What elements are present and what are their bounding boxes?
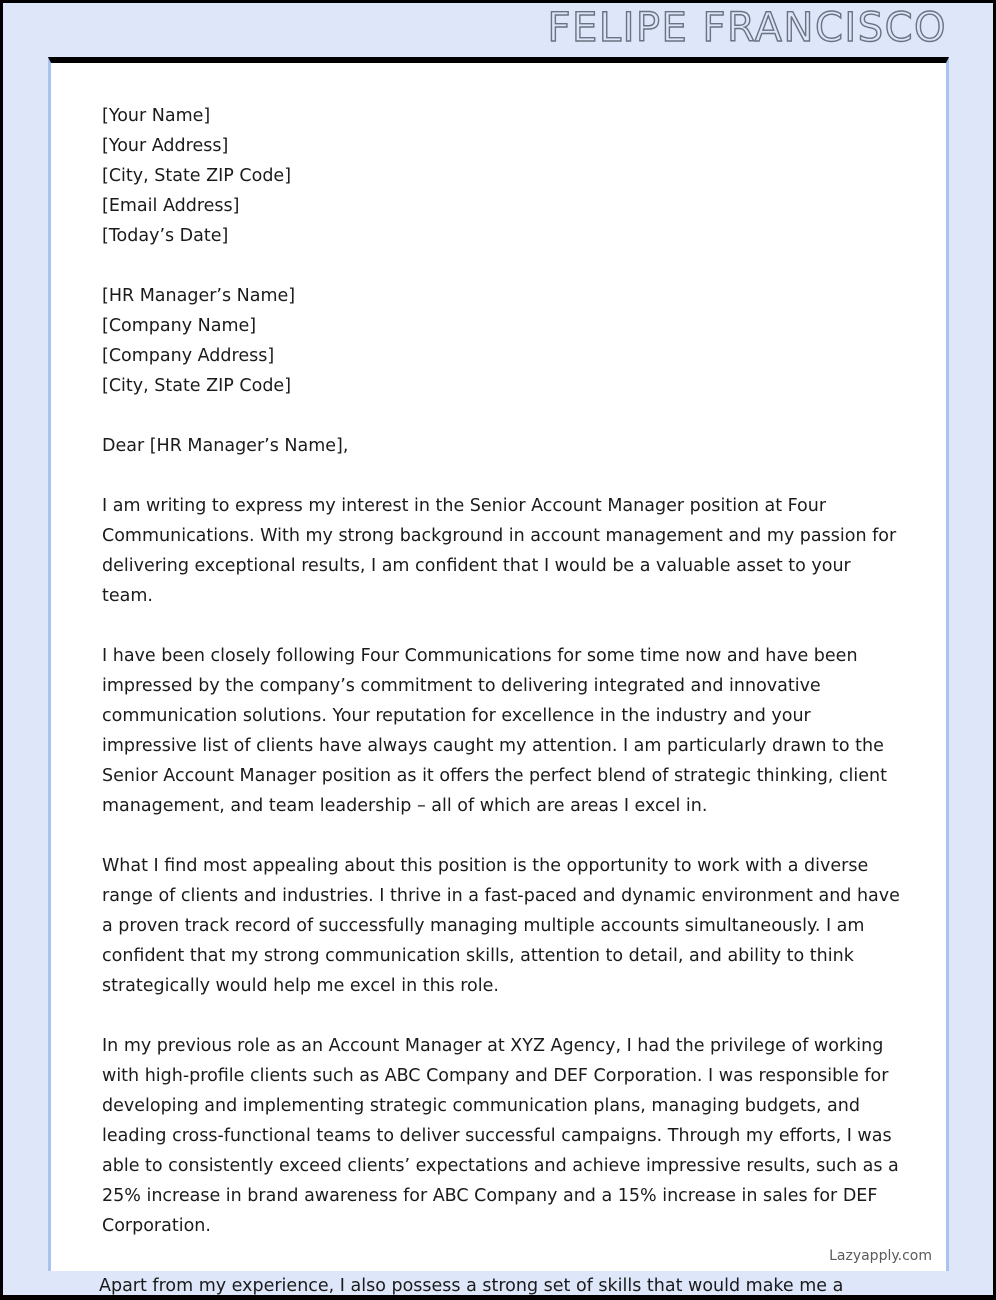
letterhead-name: FELIPE FRANCISCO <box>547 5 947 51</box>
body-paragraph-1: I am writing to express my interest in the Senior Account Manager position at Four Communications. With my strong background in account management and my passion for delivering exceptional results, I am confident that I would be a valuable asset to your team. <box>102 496 897 606</box>
recipient-line-company: [Company Name] <box>102 316 257 336</box>
next-page-first-line: Apart from my experience, I also possess a strong set of skills that would make me a <box>99 1276 844 1296</box>
salutation: Dear [HR Manager’s Name], <box>102 436 349 456</box>
sender-line-date: [Today’s Date] <box>102 226 229 246</box>
letterhead-banner <box>3 3 993 57</box>
watermark-lazyapply: Lazyapply.com <box>829 1248 932 1264</box>
sender-line-city: [City, State ZIP Code] <box>102 166 292 186</box>
sender-line-email: [Email Address] <box>102 196 240 216</box>
sender-line-name: [Your Name] <box>102 106 211 126</box>
recipient-line-manager: [HR Manager’s Name] <box>102 286 296 306</box>
sender-line-address: [Your Address] <box>102 136 229 156</box>
body-paragraph-3: What I find most appealing about this position is the opportunity to work with a diverse range of clients and industries. I thrive in a fast-paced and dynamic environment and have a proven track record of successfully managing multiple accounts simultaneously. I am confident that my strong communication skills, attention to detail, and ability to think strategically would help me excel in this role. <box>102 856 900 996</box>
sender-address-block <box>102 101 902 251</box>
body-paragraph-4: In my previous role as an Account Manager at XYZ Agency, I had the privilege of working with high-profile clients such as ABC Company and DEF Corporation. I was responsible for developing and implementing strategic communication plans, managing budgets, and leading cross-functional teams to deliver successful campaigns. Through my efforts, I was able to consistently exceed clients’ expectations and achieve impressive results, such as a 25% increase in brand awareness for ABC Company and a 15% increase in sales for DEF Corporation. <box>102 1036 899 1236</box>
recipient-address-block <box>102 281 902 401</box>
body-paragraph-2: I have been closely following Four Communications for some time now and have been impressed by the company’s commitment to delivering integrated and innovative communication solutions. Your reputation for excellence in the industry and your impressive list of clients have always caught my attention. I am particularly drawn to the Senior Account Manager position as it offers the perfect blend of strategic thinking, client management, and team leadership – all of which are areas I excel in. <box>102 646 887 816</box>
letter-paper <box>48 57 949 1271</box>
recipient-line-city: [City, State ZIP Code] <box>102 376 292 396</box>
letter-content <box>102 101 902 1271</box>
recipient-line-address: [Company Address] <box>102 346 275 366</box>
